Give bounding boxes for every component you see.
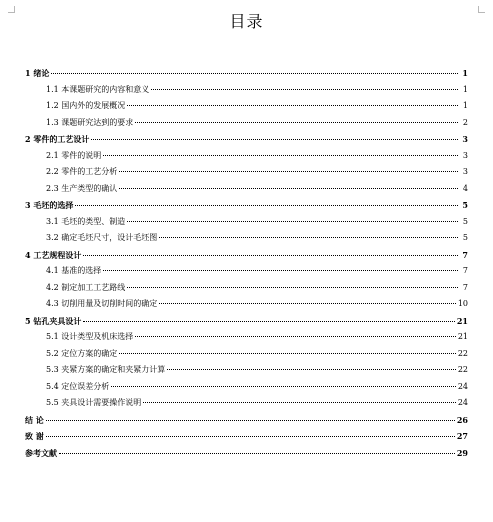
toc-entry-text: 4 工艺规程设计 xyxy=(25,249,82,260)
toc-page-number: 7 xyxy=(462,282,468,292)
toc-page-number: 5 xyxy=(462,200,468,210)
toc-page-number: 4 xyxy=(462,183,468,193)
toc-entry-section[interactable] xyxy=(25,181,468,198)
toc-page-number: 5 xyxy=(462,233,468,242)
toc-dot-leader xyxy=(103,155,458,156)
toc-entry-text: 参考文献 xyxy=(25,447,57,458)
toc-dot-leader xyxy=(143,402,456,403)
toc-entry-chapter[interactable] xyxy=(25,428,468,445)
toc-entry-text: 2.2 零件的工艺分析 xyxy=(46,167,118,176)
toc-page-number: 10 xyxy=(457,299,468,308)
toc-page-number: 3 xyxy=(462,150,468,160)
toc-entry-text: 2 零件的工艺设计 xyxy=(25,134,90,144)
toc-entry-text: 4.3 切削用量及切削时间的确定 xyxy=(46,299,158,308)
toc-dot-leader xyxy=(167,369,456,370)
toc-dot-leader xyxy=(46,420,455,421)
toc-entry-text: 3.2 确定毛坯尺寸，设计毛坯图 xyxy=(46,233,158,242)
toc-dot-leader xyxy=(119,353,456,354)
table-of-contents xyxy=(25,65,468,461)
toc-page-number: 27 xyxy=(456,431,468,441)
toc-entry-text: 1.2 国内外的发展概况 xyxy=(46,101,126,110)
toc-dot-leader xyxy=(46,436,455,437)
toc-entry-section[interactable] xyxy=(25,214,468,231)
toc-page-number: 1 xyxy=(462,84,468,94)
toc-page-number: 29 xyxy=(456,447,468,458)
toc-entry-text: 结 论 xyxy=(25,414,44,425)
toc-page-number: 22 xyxy=(457,365,468,374)
toc-page-number: 1 xyxy=(462,68,468,78)
toc-entry-chapter[interactable] xyxy=(25,197,468,214)
toc-entry-text: 5.1 设计类型及机床选择 xyxy=(46,332,134,341)
toc-page-number: 7 xyxy=(462,249,468,260)
toc-entry-section[interactable] xyxy=(25,296,468,313)
toc-dot-leader xyxy=(75,205,458,206)
toc-entry-text: 致 谢 xyxy=(25,431,44,441)
toc-entry-section[interactable] xyxy=(25,98,468,115)
toc-entry-text: 2.3 生产类型的确认 xyxy=(46,183,118,193)
toc-dot-leader xyxy=(151,89,458,90)
toc-entry-text: 3 毛坯的选择 xyxy=(25,200,74,210)
toc-entry-section[interactable] xyxy=(25,395,468,412)
toc-entry-section[interactable] xyxy=(25,280,468,297)
toc-entry-text: 5.2 定位方案的确定 xyxy=(46,348,118,358)
toc-page-number: 5 xyxy=(462,216,468,226)
toc-dot-leader xyxy=(59,453,455,454)
toc-page-number: 21 xyxy=(457,332,468,341)
toc-dot-leader xyxy=(119,171,458,172)
toc-entry-chapter[interactable] xyxy=(25,247,468,264)
toc-entry-chapter[interactable] xyxy=(25,412,468,429)
toc-page-number: 2 xyxy=(462,117,468,127)
toc-page-number: 21 xyxy=(456,315,468,326)
toc-dot-leader xyxy=(135,336,456,337)
toc-page-number: 7 xyxy=(462,266,468,275)
toc-entry-text: 1.1 本课题研究的内容和意义 xyxy=(46,84,150,94)
toc-entry-text: 5.3 夹紧方案的确定和夹紧力计算 xyxy=(46,365,166,374)
toc-entry-chapter[interactable] xyxy=(25,131,468,148)
toc-entry-section[interactable] xyxy=(25,379,468,396)
toc-entry-text: 5.5 夹具设计需要操作说明 xyxy=(46,398,142,407)
toc-entry-section[interactable] xyxy=(25,115,468,132)
toc-entry-text: 5.4 定位误差分析 xyxy=(46,381,110,391)
toc-page-number: 24 xyxy=(457,398,468,407)
toc-entry-chapter[interactable] xyxy=(25,65,468,82)
toc-dot-leader xyxy=(159,303,456,304)
toc-entry-text: 1.3 课题研究达到的要求 xyxy=(46,117,134,127)
toc-dot-leader xyxy=(159,237,458,238)
toc-entry-text: 4.2 制定加工工艺路线 xyxy=(46,282,126,292)
toc-entry-section[interactable] xyxy=(25,82,468,99)
toc-entry-section[interactable] xyxy=(25,230,468,247)
toc-entry-text: 1 绪论 xyxy=(25,68,50,78)
toc-entry-section[interactable] xyxy=(25,164,468,181)
toc-entry-text: 3.1 毛坯的类型、制造 xyxy=(46,216,126,226)
toc-entry-section[interactable] xyxy=(25,329,468,346)
toc-entry-text: 4.1 基准的选择 xyxy=(46,266,102,275)
toc-page-number: 26 xyxy=(456,414,468,425)
toc-dot-leader xyxy=(51,73,458,74)
toc-page-number: 24 xyxy=(457,381,468,391)
toc-page-number: 22 xyxy=(457,348,468,358)
toc-dot-leader xyxy=(83,321,455,322)
toc-entry-section[interactable] xyxy=(25,346,468,363)
toc-dot-leader xyxy=(127,287,458,288)
toc-title: 目录 xyxy=(229,12,264,31)
toc-entry-section[interactable] xyxy=(25,263,468,280)
toc-page-number: 3 xyxy=(462,134,468,144)
toc-dot-leader xyxy=(127,105,458,106)
toc-dot-leader xyxy=(119,188,458,189)
toc-dot-leader xyxy=(103,270,458,271)
toc-dot-leader xyxy=(127,221,458,222)
toc-entry-section[interactable] xyxy=(25,148,468,165)
toc-dot-leader xyxy=(111,386,456,387)
toc-entry-section[interactable] xyxy=(25,362,468,379)
toc-page-number: 3 xyxy=(462,167,468,176)
toc-dot-leader xyxy=(83,255,458,256)
toc-page-number: 1 xyxy=(462,101,468,110)
toc-dot-leader xyxy=(135,122,458,123)
toc-entry-chapter[interactable] xyxy=(25,445,468,462)
toc-entry-text: 2.1 零件的说明 xyxy=(46,150,102,160)
toc-dot-leader xyxy=(91,139,458,140)
toc-entry-text: 5 钻孔夹具设计 xyxy=(25,315,82,326)
toc-entry-chapter[interactable] xyxy=(25,313,468,330)
